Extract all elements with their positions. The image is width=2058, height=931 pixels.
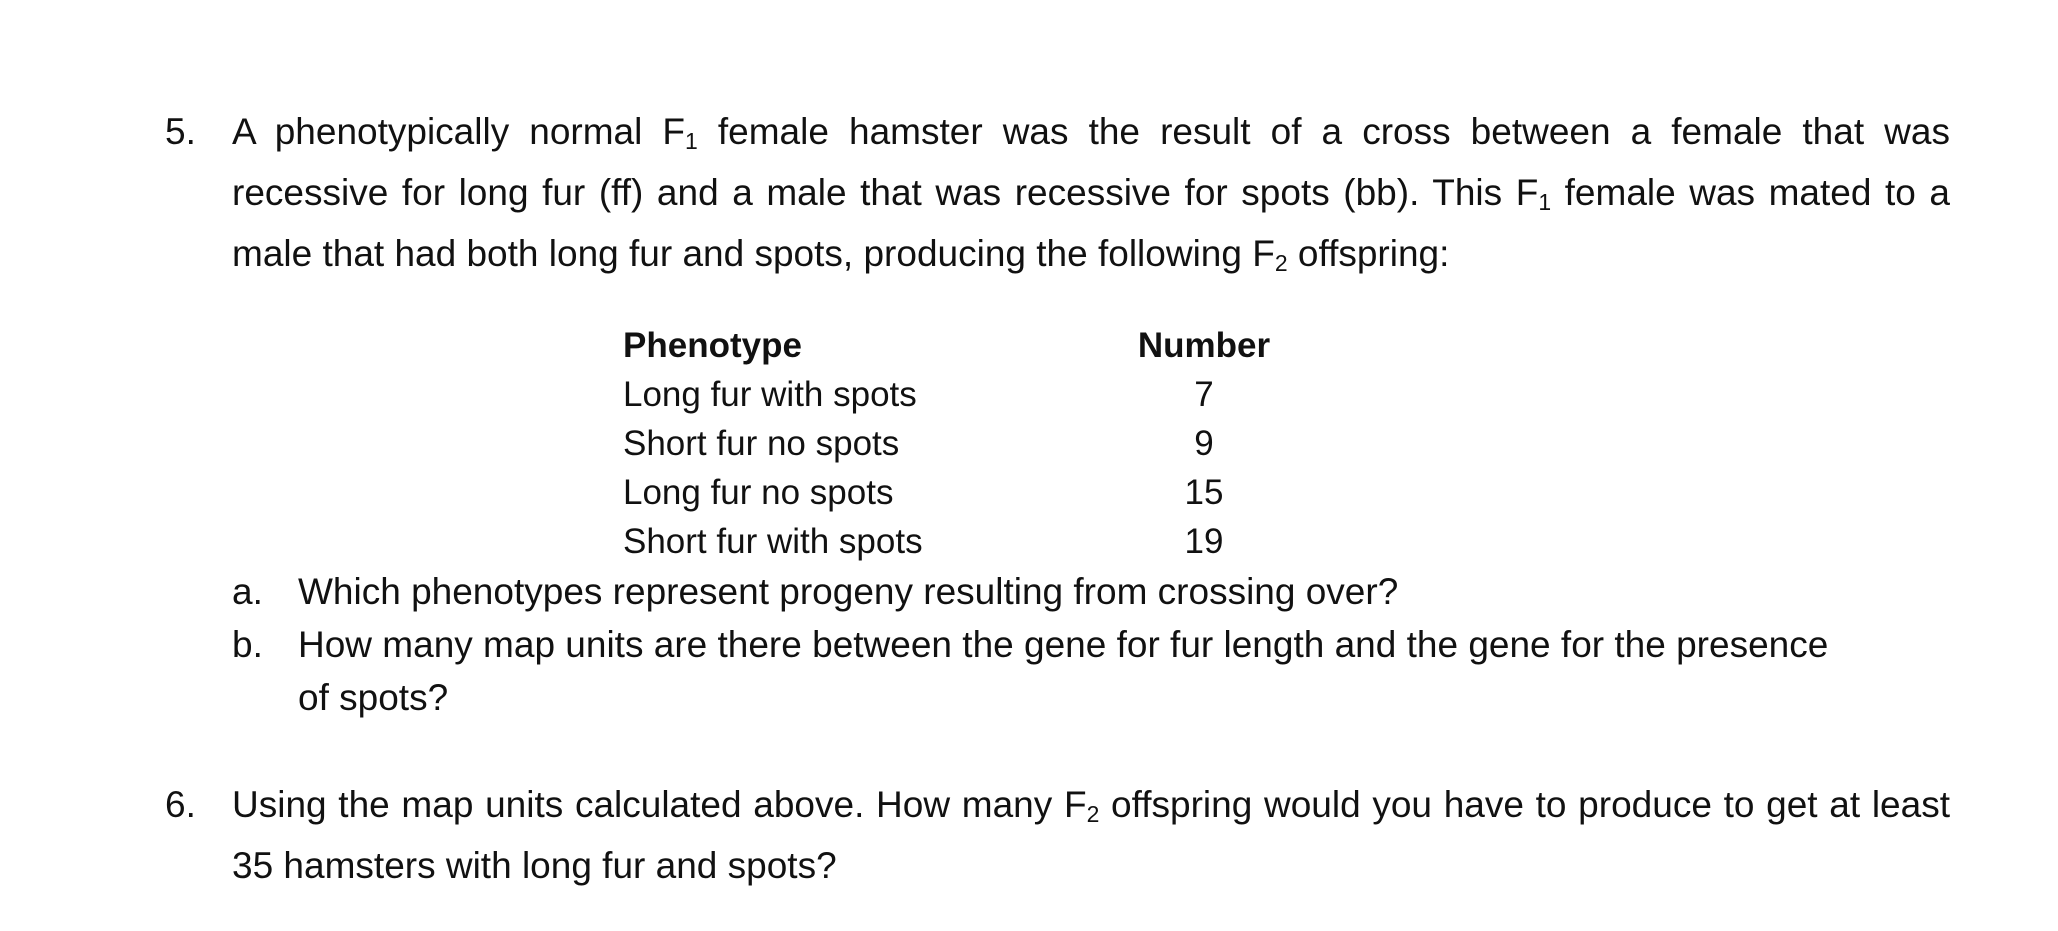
subscript-1: 1 (1538, 189, 1552, 216)
question-5-text-part-4: offspring: (1287, 233, 1450, 274)
question-6 (165, 774, 1950, 896)
question-5-text-part-1: A phenotypically normal F (232, 111, 686, 152)
subquestion-b (232, 618, 1832, 724)
subquestion-b-label: b. (232, 624, 263, 665)
subquestion-a-text: Which phenotypes represent progeny resulting from crossing over? (298, 571, 1399, 612)
phenotype-cell: Short fur with spots (623, 522, 923, 561)
subscript-1: 1 (685, 128, 698, 155)
phenotype-cell: Long fur with spots (623, 375, 917, 414)
phenotype-cell: Short fur no spots (623, 424, 900, 463)
subscript-2: 2 (1086, 801, 1100, 828)
question-5-text-part-2: female hamster was the result of a cross between a female that was recessive for long fur (ff) and a male that was recessive for spots (bb). This F (232, 111, 1950, 213)
subquestion-a (232, 565, 1832, 618)
question-5-text-part-3: female was mated to a male that had both long fur and spots, producing the following F (232, 172, 1950, 274)
question-5 (165, 101, 1950, 284)
question-6-number: 6. (165, 784, 196, 825)
question-5-text (232, 101, 1950, 284)
phenotype-cell: Long fur no spots (623, 473, 894, 512)
subquestion-a-label: a. (232, 571, 263, 612)
question-6-text-part-1: Using the map units calculated above. How many F (232, 784, 1087, 825)
question-5-number: 5. (165, 111, 196, 152)
header-number: Number (1137, 326, 1271, 365)
question-6-text (232, 774, 1950, 896)
number-cell: 9 (1194, 424, 1214, 463)
number-cell: 19 (1184, 522, 1224, 561)
question-6-text-part-2: offspring would you have to produce to get at least 35 hamsters with long fur and spots? (232, 784, 1950, 886)
number-cell: 7 (1194, 375, 1214, 414)
subquestion-b-text: How many map units are there between the gene for fur length and the gene for the presence of spots? (298, 624, 1829, 718)
subquestion-list (232, 565, 1832, 724)
header-phenotype: Phenotype (623, 326, 802, 365)
number-cell: 15 (1184, 473, 1224, 512)
subscript-2: 2 (1274, 250, 1288, 277)
